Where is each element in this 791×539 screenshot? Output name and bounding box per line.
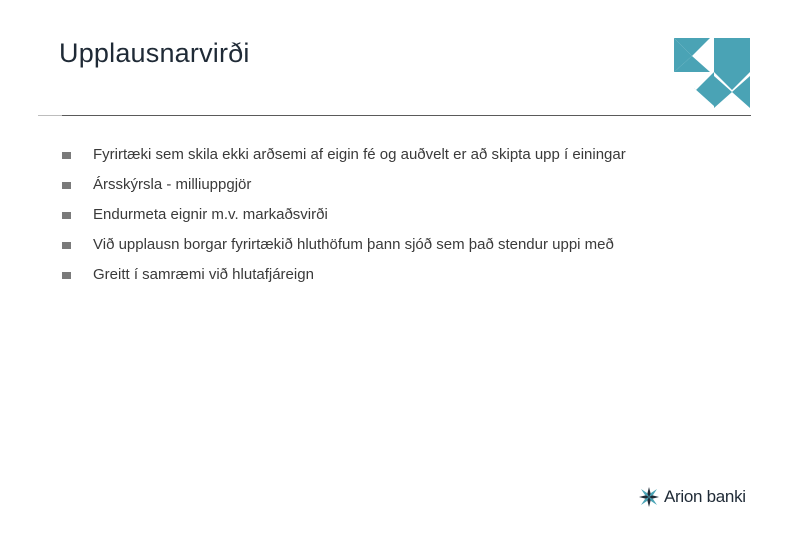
- list-item: [60, 230, 626, 260]
- arion-star-icon: [638, 486, 660, 508]
- bullet-text: Ársskýrsla - milliuppgjör: [93, 176, 252, 193]
- title-divider-accent: [38, 115, 62, 116]
- list-item: [60, 260, 626, 290]
- title-divider: [38, 115, 751, 116]
- bullet-square-icon: [62, 212, 71, 219]
- bullet-text: Við upplausn borgar fyrirtækið hluthöfum þann sjóð sem það stendur uppi með: [93, 236, 614, 253]
- bullet-text: Greitt í samræmi við hlutafjáreign: [93, 266, 314, 283]
- list-item: [60, 200, 626, 230]
- bullet-square-icon: [62, 242, 71, 249]
- bullet-text: Endurmeta eignir m.v. markaðsvirði: [93, 206, 328, 223]
- bullet-text: Fyrirtæki sem skila ekki arðsemi af eigin fé og auðvelt er að skipta upp í einingar: [93, 146, 626, 163]
- list-item: [60, 140, 626, 170]
- bullet-square-icon: [62, 272, 71, 279]
- slide-title: Upplausnarvirði: [59, 38, 250, 68]
- brand-name: Arion banki: [664, 487, 746, 506]
- brand-logo: [638, 484, 746, 510]
- list-item: [60, 170, 626, 200]
- triangle-pattern-logo-icon: [674, 36, 752, 108]
- bullet-square-icon: [62, 152, 71, 159]
- bullet-list: [60, 140, 626, 290]
- bullet-square-icon: [62, 182, 71, 189]
